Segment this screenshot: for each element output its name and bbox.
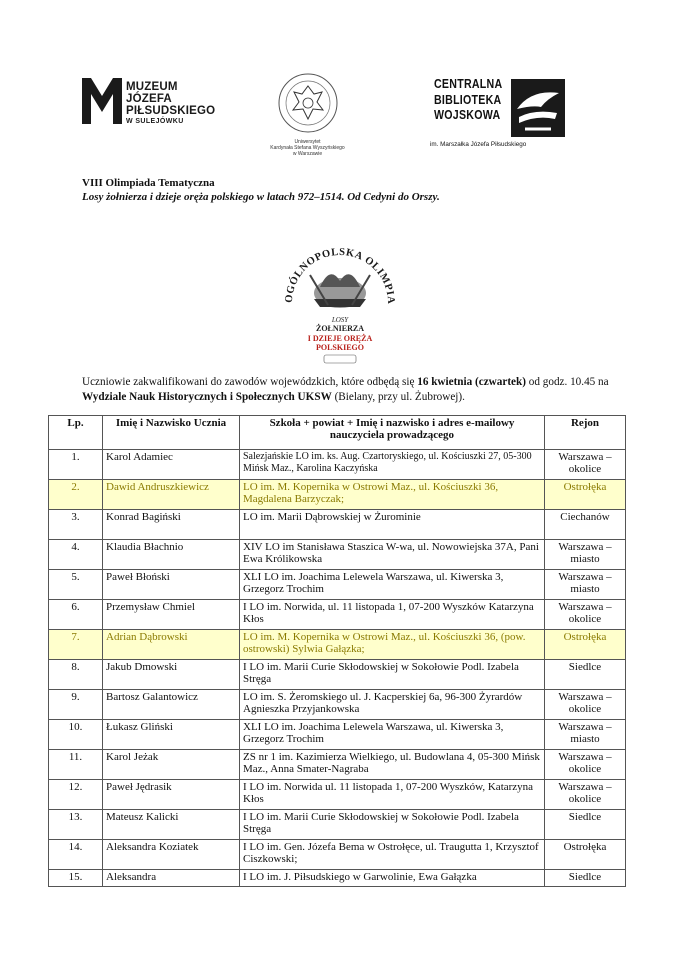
table-row: 8. Jakub Dmowski I LO im. Marii Curie Skłodowskiej w Sokołowie Podl. Izabela Stręga Siedlce (49, 660, 626, 690)
muzeum-logo-text: MUZEUM JÓZEFA PIŁSUDSKIEGO W SULEJÓWKU (126, 81, 216, 125)
document-title: VIII Olimpiada Tematyczna (82, 177, 215, 189)
qualified-students-table (48, 415, 626, 887)
table-row: 9. Bartosz Galantowicz LO im. S. Żeromskiego ul. J. Kacperskiej 6a, 96-300 Żyrardów Agnieszka Przyjankowska Warszawa – okolice (49, 690, 626, 720)
muzeum-logo (82, 78, 242, 138)
cbw-logo (418, 75, 568, 153)
olympiad-text-3: I DZIEJE ORĘŻA (307, 334, 373, 343)
table-row: 12. Paweł Jędrasik I LO im. Norwida ul. 11 listopada 1, 07-200 Wyszków, Katarzyna Kłos Warszawa – okolice (49, 780, 626, 810)
table-row: 3. Konrad Bagiński LO im. Marii Dąbrowskiej w Żurominie Ciechanów (49, 510, 626, 540)
olympiad-arc-text: OGÓLNOPOLSKA OLIMPIA (283, 246, 397, 305)
olympiad-emblem-icon (280, 225, 400, 370)
table-header-row (49, 416, 626, 450)
header-school: Szkoła + powiat + Imię i nazwisko i adres e-mailowy nauczyciela prowadzącego (240, 416, 545, 450)
logo-bar (0, 0, 680, 170)
olympiad-text-4: POLSKIEGO (315, 343, 365, 352)
table-row: 5. Paweł Błoński XLI LO im. Joachima Lelewela Warszawa, ul. Kiwerska 3, Grzegorz Trochim Warszawa – miasto (49, 570, 626, 600)
olympiad-logo (280, 225, 400, 370)
table-row: 1. Karol Adamiec Salezjańskie LO im. ks. Aug. Czartoryskiego, ul. Kościuszki 27, 05-300 Mińsk Maz., Karolina Kaczyńska Warszawa – okolice (49, 450, 626, 480)
header-lp: Lp. (49, 416, 103, 450)
table-row: 15. Aleksandra I LO im. J. Piłsudskiego w Garwolinie, Ewa Gałązka Siedlce (49, 870, 626, 887)
table-row: 7. Adrian Dąbrowski LO im. M. Kopernika w Ostrowi Maz., ul. Kościuszki 36, (pow. ostrowski) Sylwia Gałązka; Ostrołęka (49, 630, 626, 660)
olympiad-text-1: LOSY (331, 316, 349, 324)
cbw-emblem-icon (511, 79, 565, 137)
header-region: Rejon (545, 416, 626, 450)
cbw-logo-text: CENTRALNA BIBLIOTEKA WOJSKOWA (434, 77, 503, 122)
competition-date: 16 kwietnia (czwartek) (417, 376, 526, 388)
document-subtitle: Losy żołnierza i dzieje oręża polskiego w latach 972–1514. Od Cedyni do Orszy. (82, 191, 440, 203)
competition-venue: Wydziale Nauk Historycznych i Społecznych UKSW (82, 391, 332, 403)
header-name: Imię i Nazwisko Ucznia (103, 416, 240, 450)
table-row: 10. Łukasz Gliński XLI LO im. Joachima Lelewela Warszawa, ul. Kiwerska 3, Grzegorz Trochim Warszawa – miasto (49, 720, 626, 750)
table-row: 11. Karol Jeżak ZS nr 1 im. Kazimierza Wielkiego, ul. Budowlana 4, 05-300 Mińsk Maz., Anna Smater-Nagraba Warszawa – okolice (49, 750, 626, 780)
cbw-subtitle: im. Marszałka Józefa Piłsudskiego (430, 141, 527, 148)
table-row: 14. Aleksandra Koziatek I LO im. Gen. Józefa Bema w Ostrołęce, ul. Traugutta 1, Krzysztof Ciszkowski; Ostrołęka (49, 840, 626, 870)
uksw-logo (255, 72, 360, 162)
olympiad-text-2: ŻOŁNIERZA (315, 324, 365, 333)
table-row: 6. Przemysław Chmiel I LO im. Norwida, ul. 11 listopada 1, 07-200 Wyszków Katarzyna Kłos Warszawa – okolice (49, 600, 626, 630)
m-letter-icon (82, 78, 122, 124)
table-row: 13. Mateusz Kalicki I LO im. Marii Curie Skłodowskiej w Sokołowie Podl. Izabela Stręga Siedlce (49, 810, 626, 840)
uksw-seal-icon (277, 72, 339, 134)
table-row: 2. Dawid Andruszkiewicz LO im. M. Kopernika w Ostrowi Maz., ul. Kościuszki 36, Magdalena Barzyczak; Ostrołęka (49, 480, 626, 510)
table-row: 4. Klaudia Błachnio XIV LO im Stanisława Staszica W-wa, ul. Nowowiejska 37A, Pani Ewa Królikowska Warszawa – miasto (49, 540, 626, 570)
intro-paragraph: Uczniowie zakwalifikowani do zawodów wojewódzkich, które odbędą się 16 kwietnia (czwartek) od godz. 10.45 na Wydziale Nauk Historycznych i Społecznych UKSW (Bielany, przy ul. Żubrowej). (82, 376, 609, 403)
uksw-caption: Uniwersytet Kardynała Stefana Wyszyńskiego w Warszawie (270, 139, 345, 157)
